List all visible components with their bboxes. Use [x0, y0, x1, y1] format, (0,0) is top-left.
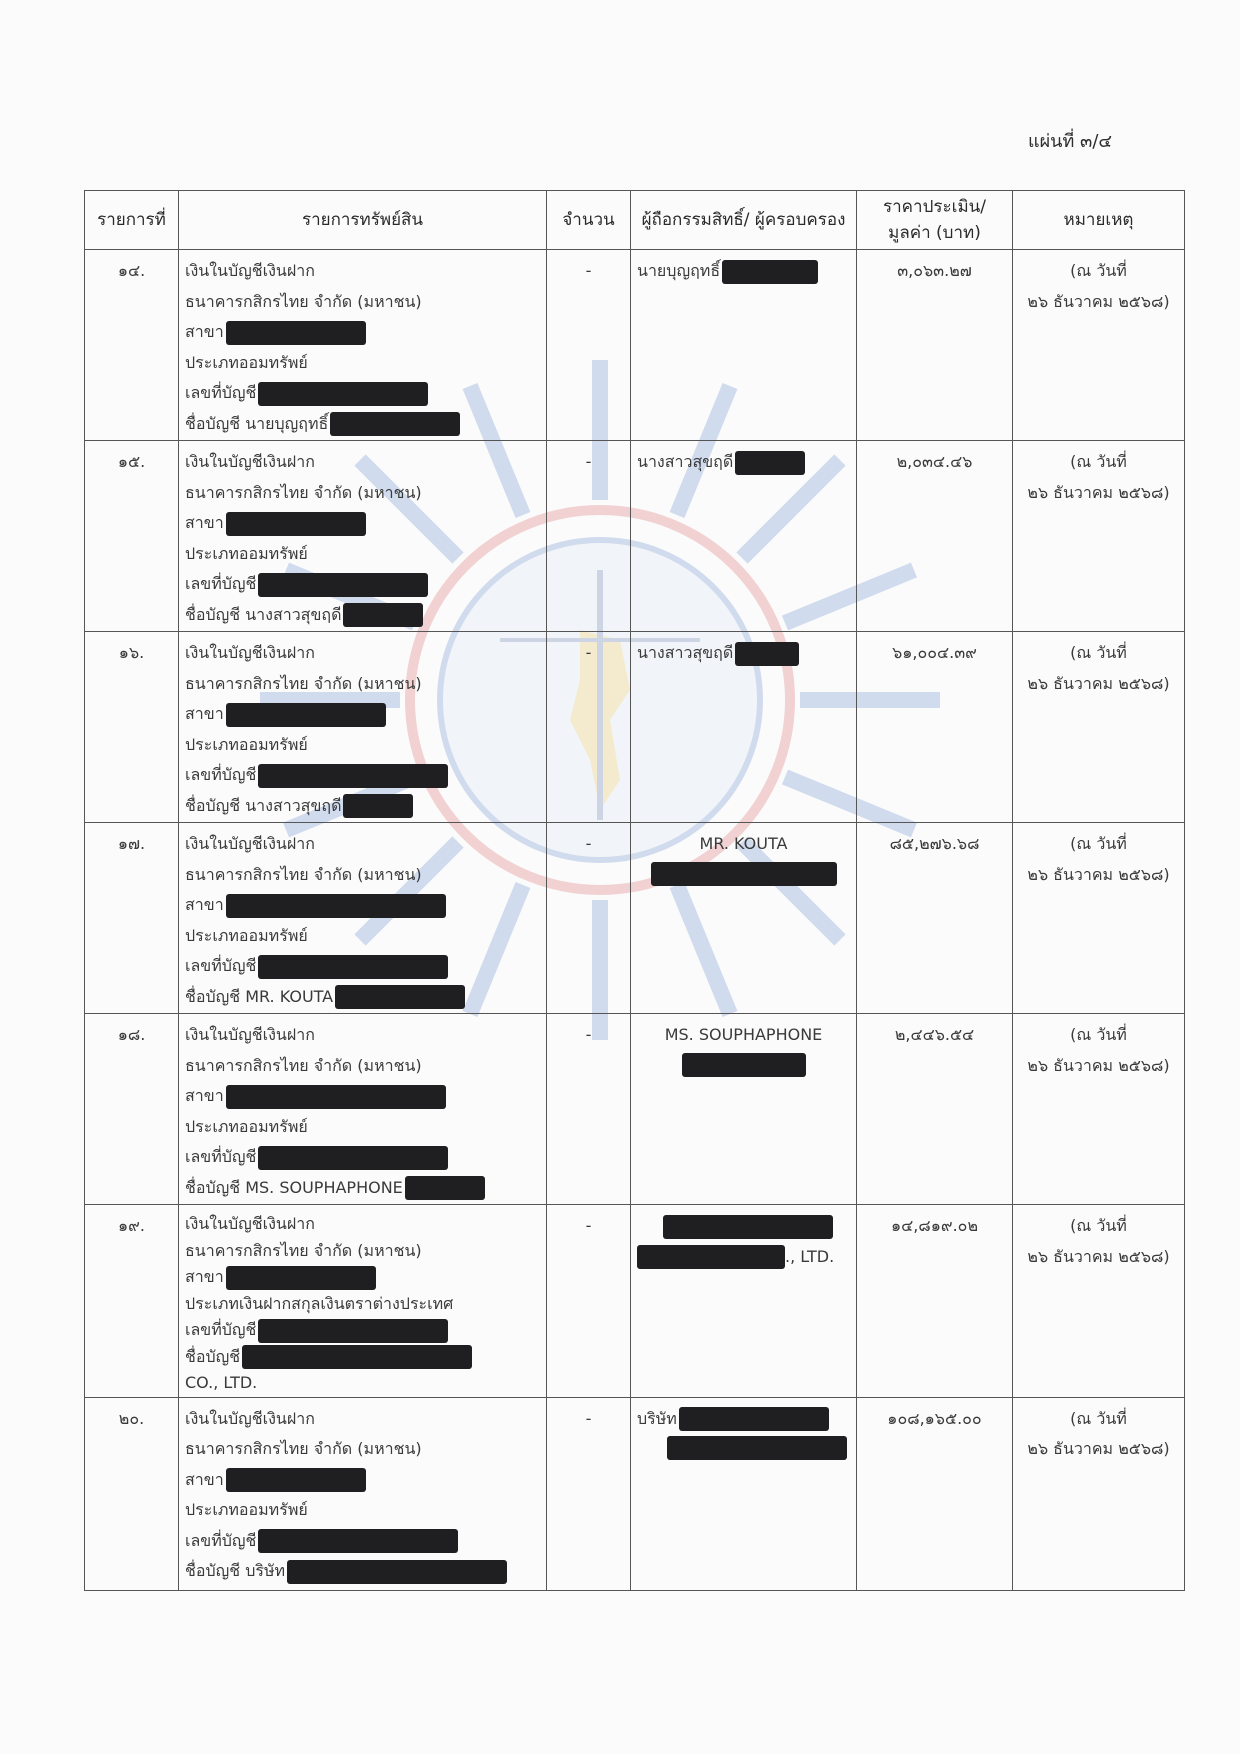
owner-line: MR. KOUTA: [699, 834, 788, 853]
redaction-bar: [287, 1560, 507, 1584]
redaction-bar: [226, 894, 446, 918]
redaction-bar: [258, 1146, 448, 1170]
owner-line: MS. SOUPHAPHONE: [664, 1025, 823, 1044]
item-number: ๑๙.: [85, 1205, 179, 1398]
note: [1013, 823, 1185, 1014]
note-line: ๒๖ ธันวาคม ๒๕๖๘): [1027, 482, 1170, 502]
asset-line: สาขา: [185, 704, 224, 723]
asset-line: ธนาคารกสิกรไทย จำกัด (มหาชน): [185, 1439, 422, 1458]
redaction-bar: [258, 382, 428, 406]
owner-line: นายบุญฤทธิ์: [637, 261, 721, 280]
asset-line: เลขที่บัญชี: [185, 956, 257, 975]
note: [1013, 632, 1185, 823]
asset-description: [179, 1397, 547, 1590]
asset-line: CO., LTD.: [185, 1373, 258, 1392]
asset-line: ชื่อบัญชี บริษัท: [185, 1561, 286, 1580]
owner: [631, 632, 857, 823]
asset-value: ๑๐๘,๑๖๕.๐๐: [857, 1397, 1013, 1590]
note: [1013, 250, 1185, 441]
asset-line: เงินในบัญชีเงินฝาก: [185, 1025, 315, 1044]
header-note: หมายเหตุ: [1013, 191, 1185, 250]
owner-line: นางสาวสุขฤดี: [637, 452, 734, 471]
redaction-bar: [343, 794, 413, 818]
redaction-bar: [226, 1085, 446, 1109]
item-number: ๑๗.: [85, 823, 179, 1014]
asset-line: สาขา: [185, 1469, 224, 1489]
asset-line: เลขที่บัญชี: [185, 1320, 257, 1339]
redaction-bar: [667, 1436, 847, 1460]
asset-line: ธนาคารกสิกรไทย จำกัด (มหาชน): [185, 291, 422, 311]
redaction-bar: [226, 1266, 376, 1290]
redaction-bar: [242, 1345, 472, 1369]
table-row: [85, 1205, 1185, 1398]
redaction-bar: [258, 764, 448, 788]
asset-line: ประเภทออมทรัพย์: [185, 925, 308, 945]
asset-line: เลขที่บัญชี: [185, 574, 257, 593]
asset-line: ธนาคารกสิกรไทย จำกัด (มหาชน): [185, 673, 422, 693]
asset-line: เงินในบัญชีเงินฝาก: [185, 834, 315, 853]
asset-value: ๒,๐๓๔.๔๖: [857, 441, 1013, 632]
redaction-bar: [258, 1319, 448, 1343]
item-number: ๒๐.: [85, 1397, 179, 1590]
table-row: [85, 823, 1185, 1014]
redaction-bar: [226, 512, 366, 536]
note: [1013, 1014, 1185, 1205]
asset-line: ชื่อบัญชี MS. SOUPHAPHONE: [185, 1177, 403, 1197]
note-line: (ณ วันที่: [1070, 1216, 1127, 1235]
asset-line: ประเภทออมทรัพย์: [185, 1500, 308, 1519]
quantity: -: [547, 250, 631, 441]
redaction-bar: [343, 603, 423, 627]
asset-line: ธนาคารกสิกรไทย จำกัด (มหาชน): [185, 864, 422, 884]
redaction-bar: [258, 955, 448, 979]
asset-line: เลขที่บัญชี: [185, 1147, 257, 1166]
header-value: ราคาประเมิน/ มูลค่า (บาท): [857, 191, 1013, 250]
redaction-bar: [330, 412, 460, 436]
owner-line: นางสาวสุขฤดี: [637, 643, 734, 662]
asset-line: เงินในบัญชีเงินฝาก: [185, 452, 315, 471]
redaction-bar: [258, 1529, 458, 1553]
quantity: -: [547, 1397, 631, 1590]
note-line: ๒๖ ธันวาคม ๒๕๖๘): [1027, 864, 1170, 884]
note-line: (ณ วันที่: [1070, 452, 1127, 471]
item-number: ๑๘.: [85, 1014, 179, 1205]
table-row: [85, 632, 1185, 823]
asset-line: เลขที่บัญชี: [185, 765, 257, 784]
owner: [631, 1397, 857, 1590]
asset-line: ประเภทออมทรัพย์: [185, 543, 308, 563]
item-number: ๑๖.: [85, 632, 179, 823]
asset-line: ประเภทเงินฝากสกุลเงินตราต่างประเทศ: [185, 1293, 454, 1313]
header-item-no: รายการที่: [85, 191, 179, 250]
asset-table: [84, 190, 1185, 1591]
quantity: -: [547, 441, 631, 632]
item-number: ๑๔.: [85, 250, 179, 441]
redaction-bar: [682, 1053, 806, 1077]
redaction-bar: [226, 1468, 366, 1492]
quantity: -: [547, 1205, 631, 1398]
asset-line: เงินในบัญชีเงินฝาก: [185, 1408, 315, 1428]
asset-line: สาขา: [185, 1086, 224, 1105]
note-line: ๒๖ ธันวาคม ๒๕๖๘): [1027, 1055, 1170, 1075]
owner: [631, 823, 857, 1014]
redaction-bar: [735, 642, 799, 666]
asset-value: ๘๕,๒๗๖.๖๘: [857, 823, 1013, 1014]
asset-line: สาขา: [185, 895, 224, 914]
asset-line: ชื่อบัญชี นางสาวสุขฤดี: [185, 604, 342, 624]
note-line: (ณ วันที่: [1070, 834, 1127, 853]
redaction-bar: [735, 451, 805, 475]
owner-line: ., LTD.: [785, 1246, 835, 1266]
asset-description: [179, 632, 547, 823]
table-header-row: [85, 191, 1185, 250]
table-row: [85, 1014, 1185, 1205]
asset-value: ๖๑,๐๐๔.๓๙: [857, 632, 1013, 823]
note: [1013, 1205, 1185, 1398]
note-line: ๒๖ ธันวาคม ๒๕๖๘): [1027, 1246, 1170, 1266]
asset-description: [179, 1205, 547, 1398]
note: [1013, 441, 1185, 632]
header-quantity: จำนวน: [547, 191, 631, 250]
note-line: ๒๖ ธันวาคม ๒๕๖๘): [1027, 1439, 1170, 1458]
redaction-bar: [651, 862, 837, 886]
note-line: (ณ วันที่: [1070, 261, 1127, 280]
redaction-bar: [405, 1176, 485, 1200]
table-row: [85, 1397, 1185, 1590]
asset-line: เงินในบัญชีเงินฝาก: [185, 261, 315, 280]
note-line: ๒๖ ธันวาคม ๒๕๖๘): [1027, 291, 1170, 311]
quantity: -: [547, 1014, 631, 1205]
asset-line: เงินในบัญชีเงินฝาก: [185, 1214, 315, 1233]
asset-value: ๒,๔๔๖.๕๔: [857, 1014, 1013, 1205]
asset-description: [179, 250, 547, 441]
owner: [631, 441, 857, 632]
asset-line: สาขา: [185, 1267, 224, 1286]
note-line: ๒๖ ธันวาคม ๒๕๖๘): [1027, 673, 1170, 693]
header-asset: รายการทรัพย์สิน: [179, 191, 547, 250]
asset-value: ๓,๐๖๓.๒๗: [857, 250, 1013, 441]
note-line: (ณ วันที่: [1070, 643, 1127, 662]
redaction-bar: [637, 1245, 785, 1269]
asset-line: ประเภทออมทรัพย์: [185, 352, 308, 372]
redaction-bar: [663, 1215, 833, 1239]
asset-description: [179, 1014, 547, 1205]
item-number: ๑๕.: [85, 441, 179, 632]
asset-line: ชื่อบัญชี นายบุญฤทธิ์: [185, 413, 329, 433]
header-owner: ผู้ถือกรรมสิทธิ์/ ผู้ครอบครอง: [631, 191, 857, 250]
asset-line: ชื่อบัญชี: [185, 1346, 241, 1366]
asset-line: เงินในบัญชีเงินฝาก: [185, 643, 315, 662]
owner: [631, 1014, 857, 1205]
asset-line: ชื่อบัญชี นางสาวสุขฤดี: [185, 795, 342, 815]
table-row: [85, 441, 1185, 632]
owner: [631, 250, 857, 441]
redaction-bar: [722, 260, 818, 284]
asset-line: ชื่อบัญชี MR. KOUTA: [185, 986, 334, 1006]
asset-line: สาขา: [185, 513, 224, 532]
note-line: (ณ วันที่: [1070, 1408, 1127, 1428]
redaction-bar: [226, 321, 366, 345]
asset-line: ธนาคารกสิกรไทย จำกัด (มหาชน): [185, 482, 422, 502]
quantity: -: [547, 632, 631, 823]
asset-line: สาขา: [185, 322, 224, 341]
asset-line: ธนาคารกสิกรไทย จำกัด (มหาชน): [185, 1240, 422, 1260]
asset-line: ธนาคารกสิกรไทย จำกัด (มหาชน): [185, 1055, 422, 1075]
note: [1013, 1397, 1185, 1590]
asset-line: เลขที่บัญชี: [185, 383, 257, 402]
owner-line: บริษัท: [637, 1408, 677, 1428]
redaction-bar: [335, 985, 465, 1009]
quantity: -: [547, 823, 631, 1014]
asset-line: ประเภทออมทรัพย์: [185, 734, 308, 754]
asset-description: [179, 823, 547, 1014]
redaction-bar: [679, 1407, 829, 1431]
asset-line: ประเภทออมทรัพย์: [185, 1116, 308, 1136]
redaction-bar: [258, 573, 428, 597]
owner: [631, 1205, 857, 1398]
asset-description: [179, 441, 547, 632]
page-number: แผ่นที่ ๓/๔: [1028, 131, 1113, 152]
redaction-bar: [226, 703, 386, 727]
asset-value: ๑๔,๘๑๙.๐๒: [857, 1205, 1013, 1398]
table-row: [85, 250, 1185, 441]
note-line: (ณ วันที่: [1070, 1025, 1127, 1044]
asset-line: เลขที่บัญชี: [185, 1530, 257, 1550]
